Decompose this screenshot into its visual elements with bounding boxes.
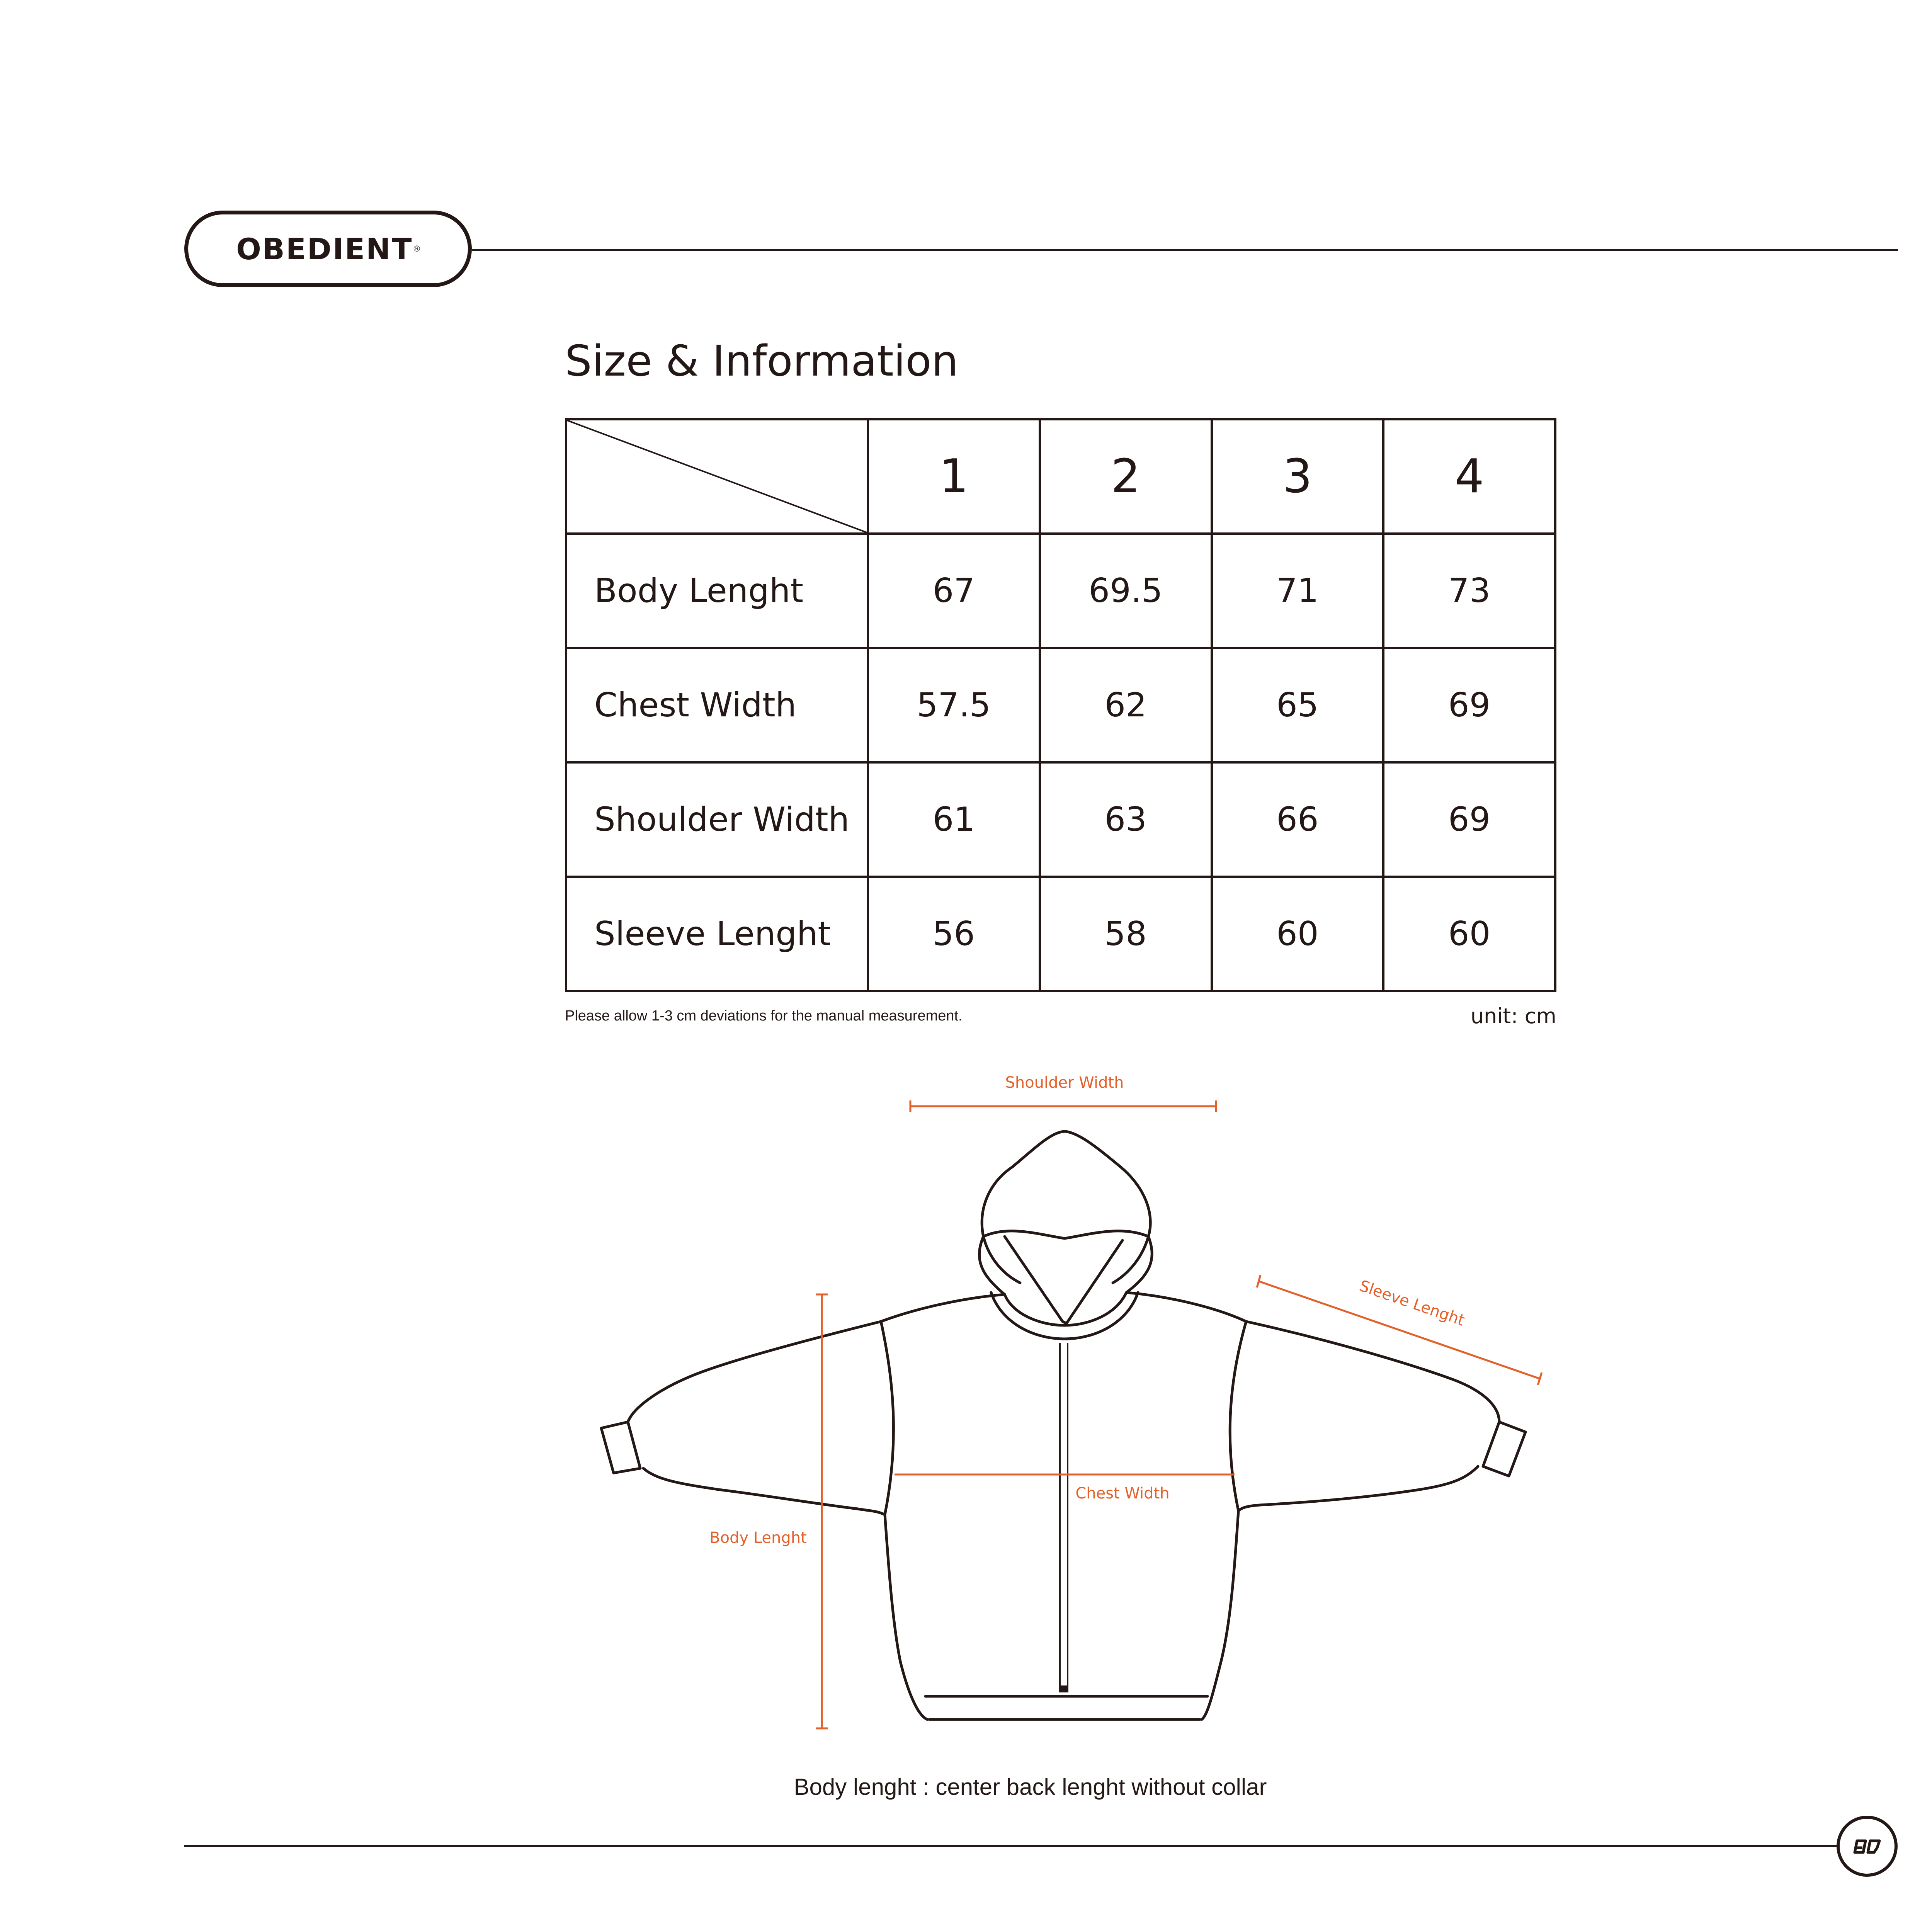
- measurement-lines: [816, 1100, 1542, 1728]
- table-cell: 57.5: [868, 648, 1040, 762]
- body-length-label: Body Lenght: [709, 1529, 807, 1547]
- table-cell: 63: [1040, 762, 1212, 877]
- table-cell: 69: [1383, 648, 1555, 762]
- brand-monogram-icon: [1836, 1815, 1898, 1877]
- sleeve-length-label: Sleeve Lenght: [1357, 1277, 1467, 1330]
- zipper: [1060, 1343, 1068, 1692]
- size-header: 4: [1383, 419, 1555, 534]
- page-title: Size & Information: [565, 336, 959, 386]
- table-cell: 62: [1040, 648, 1212, 762]
- chest-width-label: Chest Width: [1075, 1485, 1170, 1502]
- size-header: 2: [1040, 419, 1212, 534]
- row-label: Chest Width: [566, 648, 868, 762]
- table-cell: 69.5: [1040, 534, 1212, 648]
- table-cell: 73: [1383, 534, 1555, 648]
- table-cell: 66: [1212, 762, 1384, 877]
- row-label: Shoulder Width: [566, 762, 868, 877]
- table-cell: 58: [1040, 877, 1212, 991]
- body-length-measure: [816, 1294, 828, 1728]
- table-cell: 71: [1212, 534, 1384, 648]
- table-cell: 60: [1383, 877, 1555, 991]
- hoodie-outline: [601, 1131, 1526, 1719]
- brand-name: OBEDIENT: [236, 231, 413, 266]
- unit-label: unit: cm: [1470, 1004, 1556, 1028]
- shoulder-width-measure: [910, 1100, 1216, 1112]
- table-cell: 61: [868, 762, 1040, 877]
- row-label: Body Lenght: [566, 534, 868, 648]
- diagram-caption: Body lenght : center back lenght without collar: [794, 1774, 1267, 1800]
- size-header: 1: [868, 419, 1040, 534]
- footer-rule: [184, 1845, 1838, 1847]
- table-cell: 60: [1212, 877, 1384, 991]
- table-cell: 67: [868, 534, 1040, 648]
- shoulder-width-label: Shoulder Width: [1005, 1074, 1124, 1092]
- table-cell: 69: [1383, 762, 1555, 877]
- registered-mark: ®: [413, 244, 420, 253]
- table-cell: 65: [1212, 648, 1384, 762]
- measurement-note: Please allow 1-3 cm deviations for the manual measurement.: [565, 1008, 963, 1024]
- size-header: 3: [1212, 419, 1384, 534]
- table-cell: 56: [868, 877, 1040, 991]
- row-label: Sleeve Lenght: [566, 877, 868, 991]
